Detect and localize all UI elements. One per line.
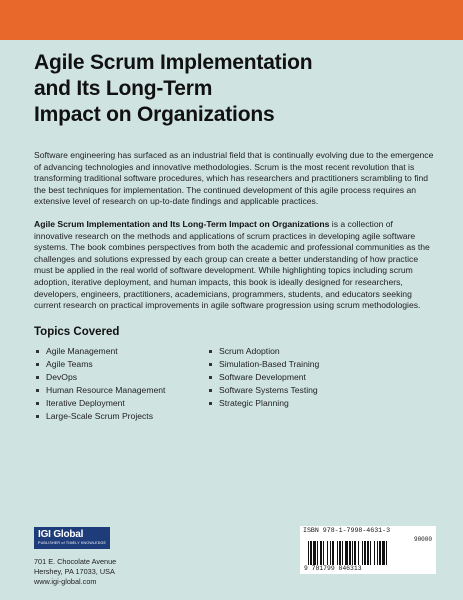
- title-line-2: and Its Long-Term: [34, 77, 213, 100]
- barcode-bar: [349, 541, 351, 565]
- book-title-inline: Agile Scrum Implementation and Its Long-Term Impact on Organizations: [34, 218, 330, 229]
- barcode-bar: [345, 541, 348, 565]
- description-paragraph-2: [34, 219, 434, 312]
- barcode-bar: [310, 541, 312, 565]
- topic-item: Strategic Planning: [207, 397, 319, 410]
- barcode-bar: [323, 541, 324, 565]
- barcode-bar: [367, 541, 369, 565]
- barcode-bar: [339, 541, 341, 565]
- barcode-bar: [374, 541, 375, 565]
- isbn-number: ISBN 978-1-7998-4631-3: [303, 527, 391, 534]
- barcode-bar: [320, 541, 322, 565]
- topic-item: Iterative Deployment: [34, 397, 207, 410]
- barcode-bar: [364, 541, 366, 565]
- barcode-bar: [354, 541, 356, 565]
- logo-subtext: PUBLISHER of TIMELY KNOWLEDGE: [38, 541, 107, 545]
- barcode-bar: [330, 541, 331, 565]
- topic-item: DevOps: [34, 371, 207, 384]
- address-line: 701 E. Chocolate Avenue: [34, 557, 117, 566]
- barcode-bar: [317, 541, 318, 565]
- barcode-bars: [306, 535, 430, 565]
- price-code: 90000: [413, 536, 432, 543]
- publisher-address: [34, 557, 116, 588]
- logo-text: IGI Global: [38, 529, 84, 540]
- topic-item: Software Systems Testing: [207, 384, 319, 397]
- topics-column-2: [207, 345, 319, 423]
- publisher-block: [34, 527, 116, 588]
- barcode-bar: [379, 541, 381, 565]
- barcode-bar: [313, 541, 316, 565]
- barcode-bar: [308, 541, 309, 565]
- title-line-1: Agile Scrum Implementation: [34, 51, 313, 74]
- barcode-bar: [342, 541, 343, 565]
- topic-item: Simulation-Based Training: [207, 358, 319, 371]
- barcode-bar: [332, 541, 334, 565]
- top-color-band: [0, 0, 463, 40]
- igi-global-logo: [34, 527, 110, 549]
- book-title: [34, 50, 434, 128]
- topic-item: Large-Scale Scrum Projects: [34, 410, 207, 423]
- barcode-bar: [358, 541, 359, 565]
- topics-heading: Topics Covered: [34, 325, 120, 338]
- topic-item: Human Resource Management: [34, 384, 207, 397]
- barcode-bar: [327, 541, 328, 565]
- topics-column-1: [34, 345, 207, 423]
- barcode-digits: 9 781799 846313: [304, 565, 362, 572]
- back-cover-content: [34, 50, 434, 423]
- isbn-barcode: [300, 526, 436, 574]
- topic-item: Scrum Adoption: [207, 345, 319, 358]
- barcode-bar: [386, 541, 387, 565]
- paragraph-2-body: is a collection of innovative research on the methods and applications of scrum practices in developing agile software systems. The book combines perspectives from both the academic and professional communities as the challenges and solutions expressed by each group can create a better understanding of how practice must be applied in the real world of software development. While highlighting topics including scrum adoption, iterative deployment, and human impacts, this book is ideally designed for researchers, developers, engineers, practitioners, academicians, programmers, students, and educators seeking current research on practical improvements in agile software progression using scrum methodologies.: [34, 218, 430, 311]
- address-line: Hershey, PA 17033, USA: [34, 567, 115, 577]
- barcode-bar: [370, 541, 371, 565]
- topics-list: [34, 345, 434, 423]
- publisher-website: www.igi-global.com: [34, 577, 97, 587]
- barcode-bar: [337, 541, 338, 565]
- barcode-bar: [352, 541, 353, 565]
- title-line-3: Impact on Organizations: [34, 103, 275, 126]
- description-paragraph-1: Software engineering has surfaced as an industrial field that is continually evolving due to the emergence of advancing technologies and innovative methodologies. Scrum is the most recent revolution that is transforming traditional software procedures, which has researchers and practitioners scrambling to find the best techniques for implementation. The continued development of this agile process requires an extensive level of research on up-to-date findings and applicable practices.: [34, 150, 434, 207]
- topic-item: Agile Teams: [34, 358, 207, 371]
- barcode-bar: [377, 541, 378, 565]
- barcode-bar: [362, 541, 363, 565]
- barcode-bar: [382, 541, 385, 565]
- topic-item: Agile Management: [34, 345, 207, 358]
- topic-item: Software Development: [207, 371, 319, 384]
